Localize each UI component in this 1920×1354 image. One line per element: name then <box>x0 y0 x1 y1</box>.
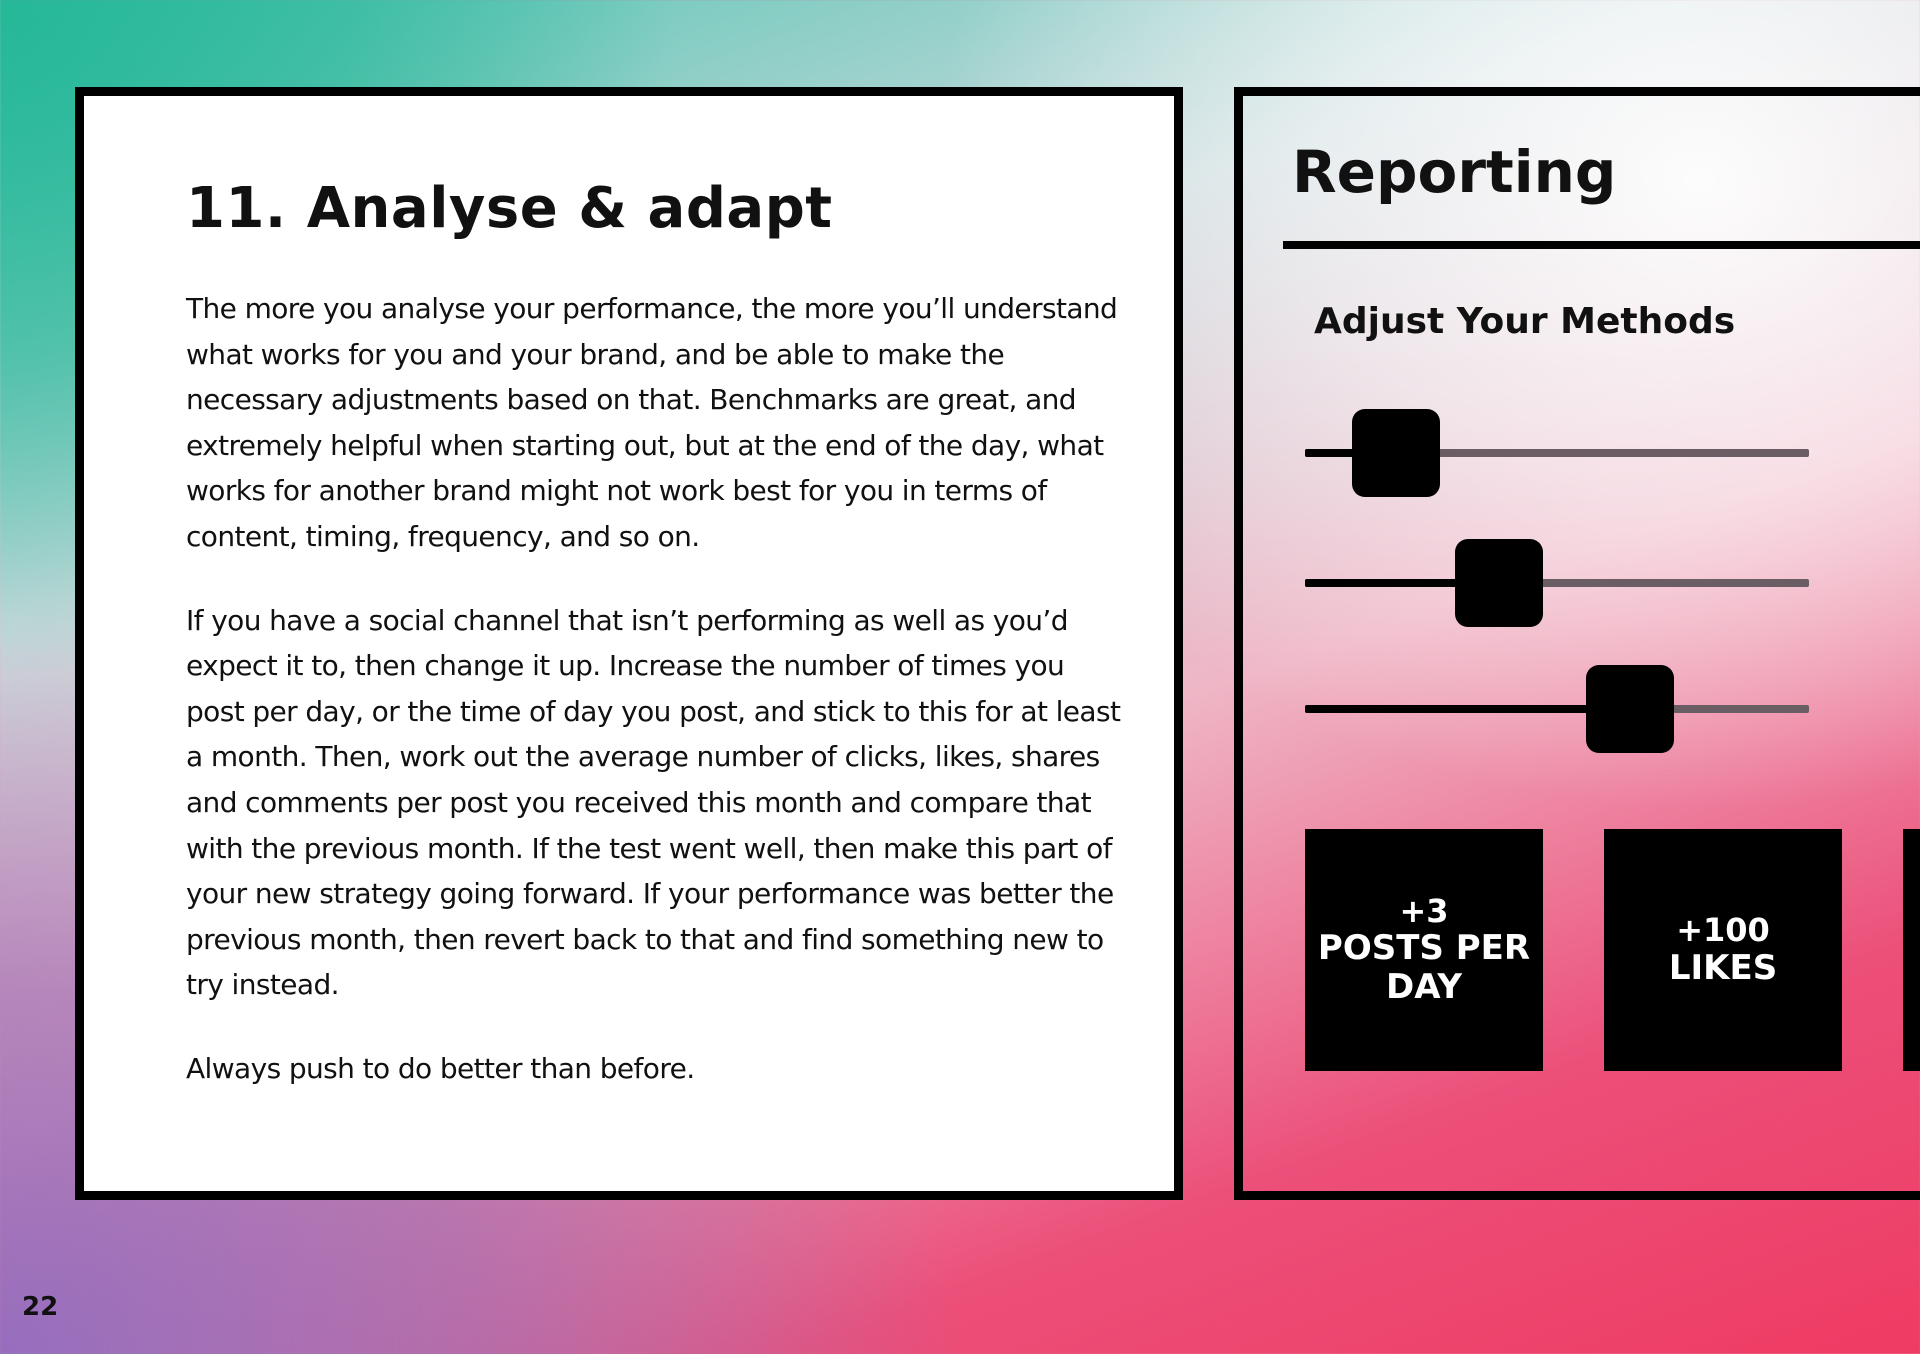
page-number: 22 <box>22 1292 59 1322</box>
reporting-title: Reporting <box>1292 138 1617 206</box>
slider-handle[interactable] <box>1586 665 1674 753</box>
stat-value: +100 <box>1676 911 1770 950</box>
stat-value: +3 <box>1399 891 1449 930</box>
slider-handle[interactable] <box>1352 409 1440 497</box>
body-text <box>186 286 1121 1130</box>
method-slider-3[interactable] <box>1305 665 1809 753</box>
stat-posts-per-day <box>1305 829 1543 1071</box>
slider-track-fill <box>1305 705 1630 713</box>
stat-label: POSTS PER DAY <box>1317 928 1531 1008</box>
paragraph-3: Always push to do better than before. <box>186 1051 695 1085</box>
paragraph-2: If you have a social channel that isn’t performing as well as you’d expect it to, then change it up. Increase the number of times you post per day, or the time of day you post, and stick to this for at least a month. Then, work out the average number of clicks, likes, shares and comments per post you received this month and compare that with the previous month. If the test went well, then make this part of your new strategy going forward. If your performance was better the previous month, then revert back to that and find something new to try instead. <box>186 603 1121 1002</box>
adjust-methods-title: Adjust Your Methods <box>1314 301 1736 342</box>
stat-box-partial <box>1903 829 1920 1071</box>
stat-likes <box>1604 829 1842 1071</box>
method-slider-1[interactable] <box>1305 409 1809 497</box>
content-card <box>75 87 1183 1200</box>
method-slider-2[interactable] <box>1305 539 1809 627</box>
reporting-card <box>1234 87 1920 1200</box>
section-heading: 11. Analyse & adapt <box>186 176 833 241</box>
paragraph-1: The more you analyse your performance, the more you’ll understand what works for you and your brand, and be able to make the necessary adjustments based on that. Benchmarks are great, and extremely helpful when starting out, but at the end of the day, what works for another brand might not work best for you in terms of content, timing, frequency, and so on. <box>186 292 1118 553</box>
title-divider <box>1283 241 1920 249</box>
stat-label: LIKES <box>1668 947 1778 988</box>
slider-handle[interactable] <box>1455 539 1543 627</box>
